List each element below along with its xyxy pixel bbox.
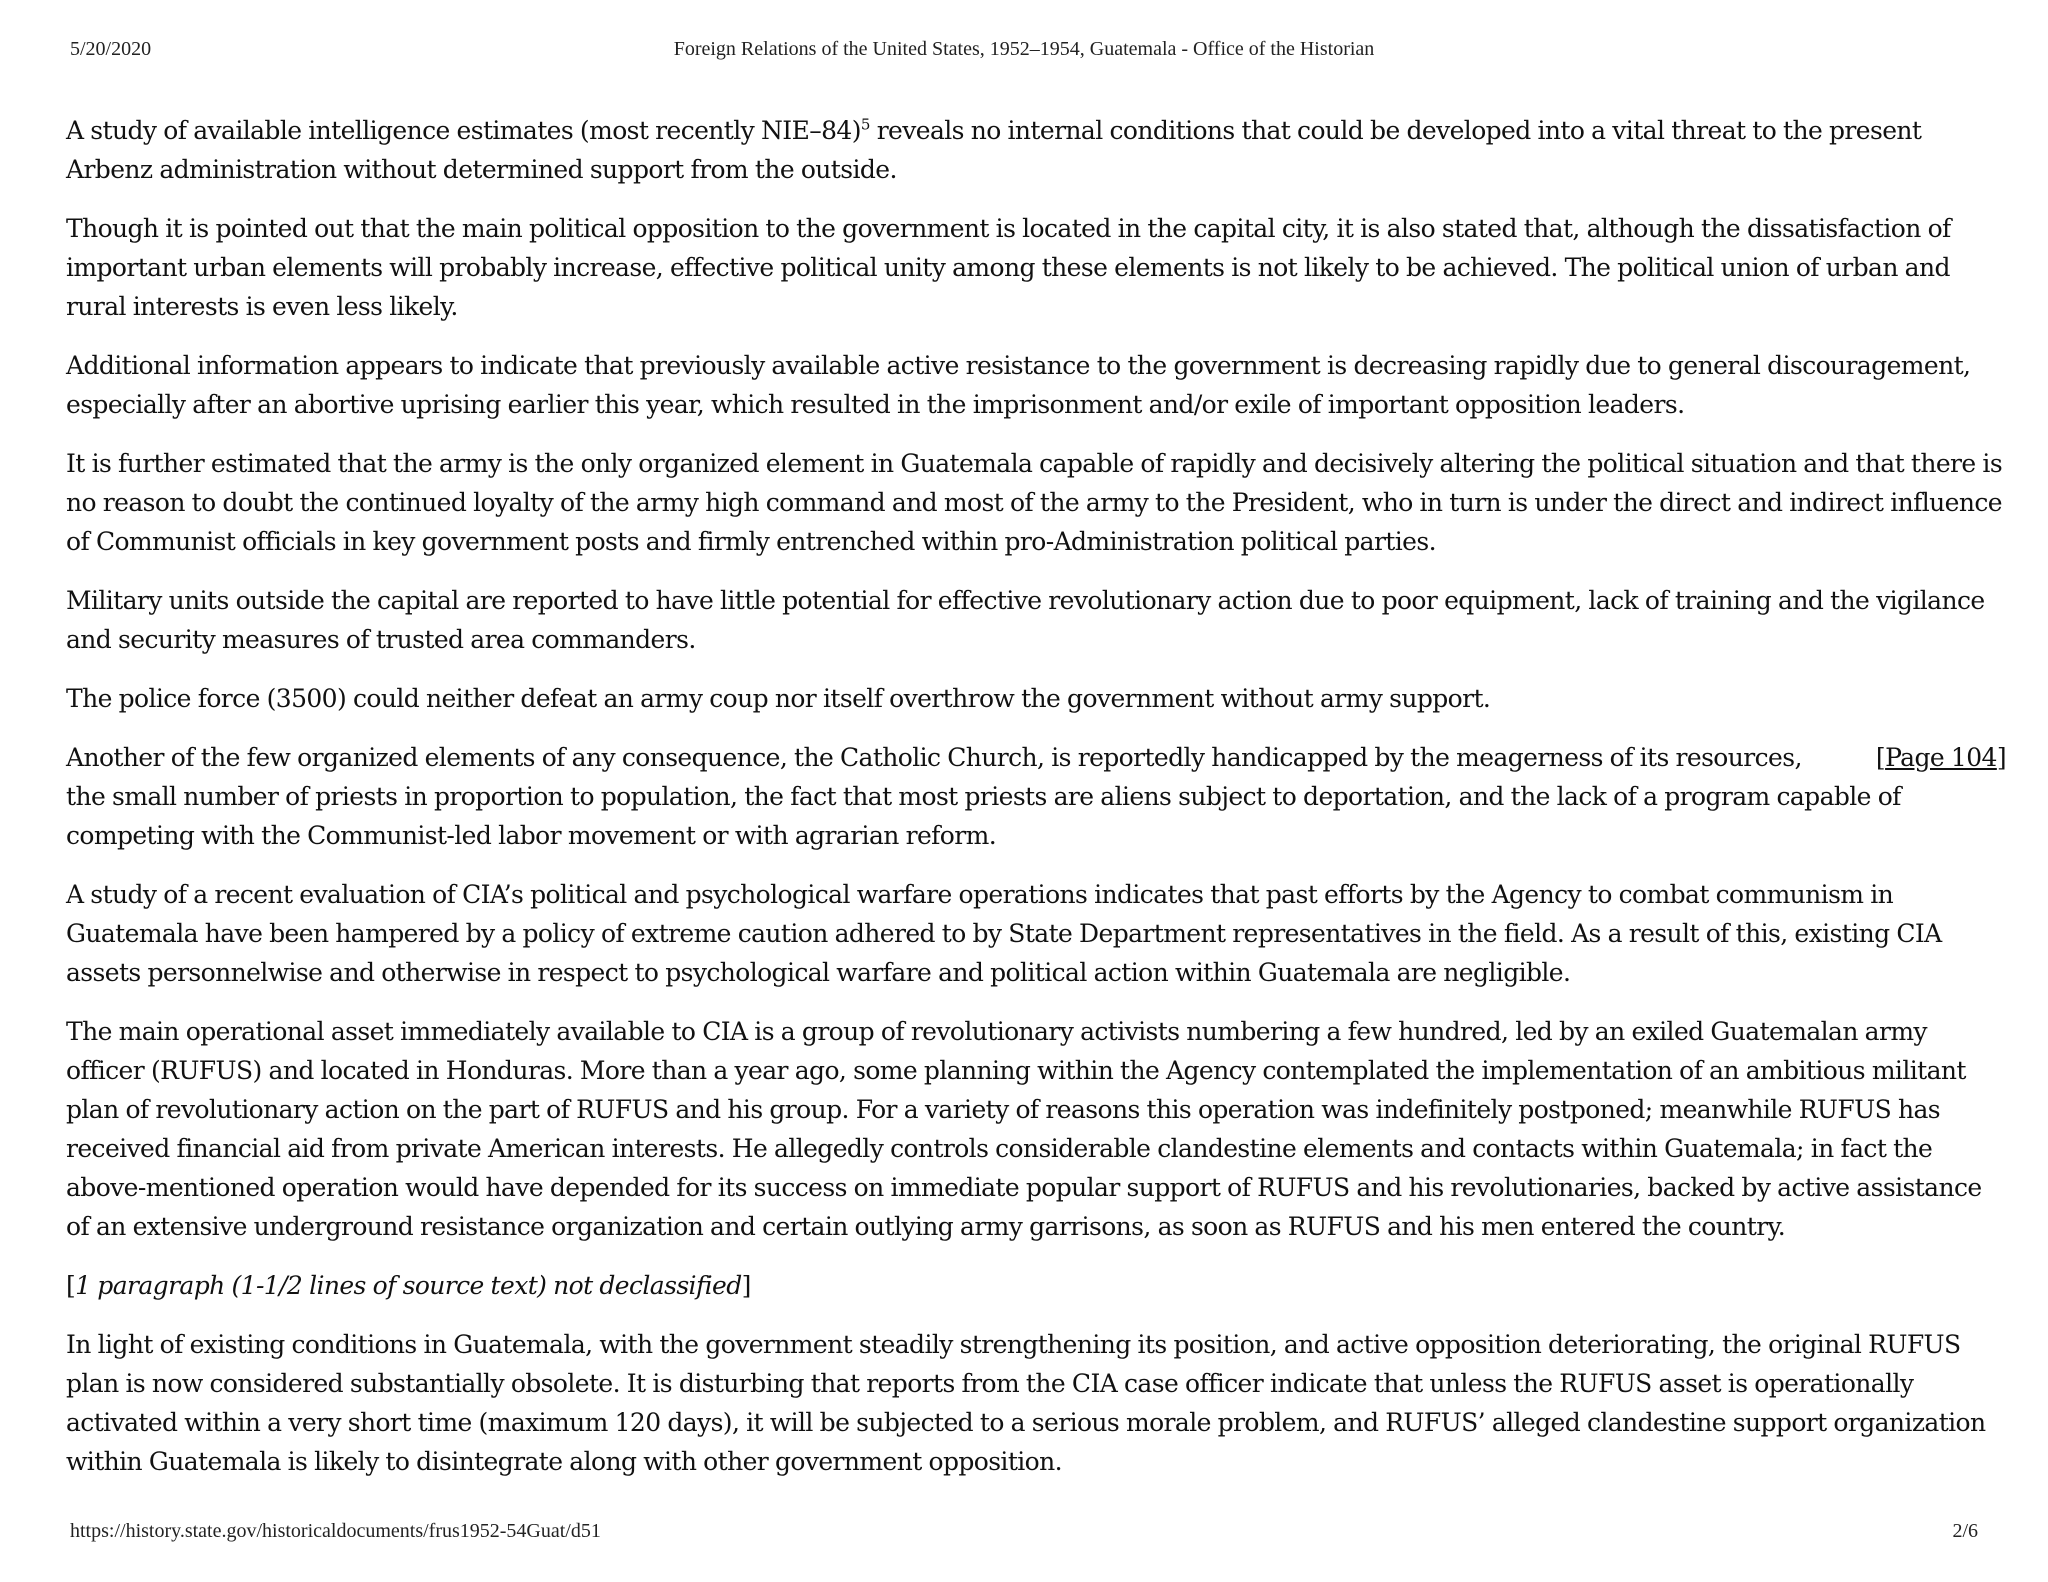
redaction-close-bracket: ]	[741, 1271, 751, 1300]
page-marker	[1876, 738, 2006, 777]
redaction-text: 1 paragraph (1-1/2 lines of source text) not declassified	[75, 1271, 742, 1300]
paragraph-5: Military units outside the capital are reported to have little potential for effective revolutionary action due to poor equipment, lack of training and the vigilance and security measures of trusted area commanders.	[66, 586, 1985, 654]
paragraph-7-text: Another of the few organized elements of any consequence, the Catholic Church, is reportedly handicapped by the meagerness of its resources, the small number of priests in proportion to population, the fact that most priests are aliens subject to deportation, and the lack of a program capable of competing with the Communist-led labor movement or with agrarian reform.	[66, 743, 1901, 850]
print-header	[0, 38, 2048, 64]
page-marker-open: [	[1875, 743, 1886, 772]
document-body	[66, 111, 2006, 1501]
footnote-5-ref[interactable]	[861, 116, 870, 134]
paragraph-4: It is further estimated that the army is the only organized element in Guatemala capable of rapidly and decisively altering the political situation and that there is no reason to doubt the continued loyalty of the army high command and most of the army to the President, who in turn is under the direct and indirect influence of Communist officials in key government posts and firmly entrenched within pro-Administration political parties.	[66, 449, 2003, 556]
paragraph-1-text-start: A study of available intelligence estimates (most recently NIE–84)	[66, 116, 861, 145]
paragraph-9: The main operational asset immediately available to CIA is a group of revolutionary activists numbering a few hundred, led by an exiled Guatemalan army officer (RUFUS) and located in Honduras. More than a year ago, some planning within the Agency contemplated the implementation of an ambitious militant plan of revolutionary action on the part of RUFUS and his group. For a variety of reasons this operation was indefinitely postponed; meanwhile RUFUS has received financial aid from private American interests. He allegedly controls considerable clandestine elements and contacts within Guatemala; in fact the above-mentioned operation would have depended for its success on immediate popular support of RUFUS and his revolutionaries, backed by active assistance of an extensive underground resistance organization and certain outlying army garrisons, as soon as RUFUS and his men entered the country.	[66, 1017, 1982, 1241]
paragraph-6: The police force (3500) could neither defeat an army coup nor itself overthrow the government without army support.	[66, 684, 1491, 713]
paragraph-1-text-end: reveals no internal conditions that could be developed into a vital threat to the present Arbenz administration without determined support from the outside.	[66, 116, 1922, 184]
print-url: https://history.state.gov/historicaldocuments/frus1952-54Guat/d51	[70, 1520, 601, 1542]
paragraph-3: Additional information appears to indicate that previously available active resistance to the government is decreasing rapidly due to general discouragement, especially after an abortive uprising earlier this year, which resulted in the imprisonment and/or exile of important opposition leaders.	[66, 351, 1971, 419]
paragraph-8: A study of a recent evaluation of CIA’s political and psychological warfare operations indicates that past efforts by the Agency to combat communism in Guatemala have been hampered by a policy of extreme caution adhered to by State Department representatives in the field. As a result of this, existing CIA assets personnelwise and otherwise in respect to psychological warfare and political action within Guatemala are negligible.	[66, 880, 1942, 987]
print-date: 5/20/2020	[70, 38, 152, 60]
redaction-open-bracket: [	[66, 1271, 76, 1300]
redaction-note	[66, 1266, 2006, 1305]
paragraph-7	[66, 738, 2006, 855]
page-marker-close: ]	[1996, 743, 2006, 772]
print-footer	[0, 1520, 2048, 1546]
paragraph-11: In light of existing conditions in Guatemala, with the government steadily strengthening its position, and active opposition deteriorating, the original RUFUS plan is now considered substantially obsolete. It is disturbing that reports from the CIA case officer indicate that unless the RUFUS asset is operationally activated within a very short time (maximum 120 days), it will be subjected to a serious morale problem, and RUFUS’ alleged clandestine support organization within Guatemala is likely to disintegrate along with other government opposition.	[66, 1330, 1986, 1476]
footnote-number[interactable]: 5	[860, 115, 870, 134]
paragraph-2: Though it is pointed out that the main political opposition to the government is located in the capital city, it is also stated that, although the dissatisfaction of important urban elements will probably increase, effective political unity among these elements is not likely to be achieved. The political union of urban and rural interests is even less likely.	[66, 214, 1951, 321]
print-page-title: Foreign Relations of the United States, 1952–1954, Guatemala - Office of the Historian	[673, 38, 1375, 60]
paragraph-1	[66, 111, 2006, 189]
page-104-link[interactable]: Page 104	[1885, 743, 1997, 772]
print-page-number: 2/6	[1952, 1520, 1978, 1542]
